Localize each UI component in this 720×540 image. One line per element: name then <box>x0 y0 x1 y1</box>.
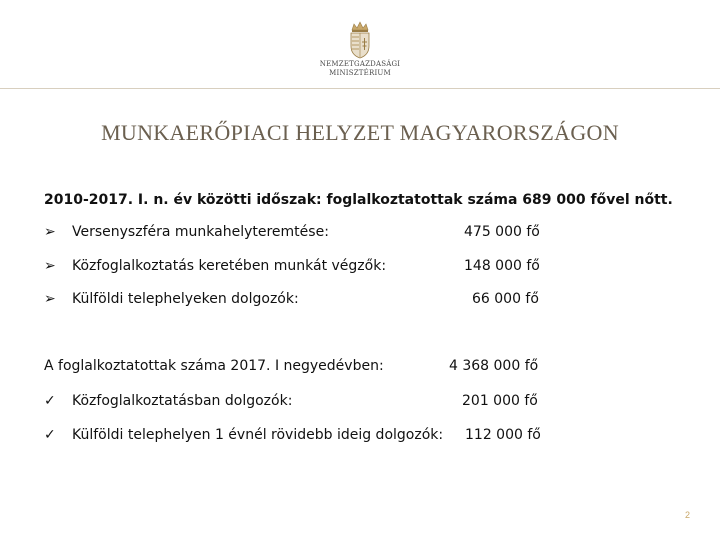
arrow-bullet-icon: ➢ <box>44 258 56 274</box>
header-divider <box>0 88 720 89</box>
employment-total-label: A foglalkoztatottak száma 2017. I negyedévben: <box>44 358 384 374</box>
arrow-item-label: Külföldi telephelyeken dolgozók: <box>72 291 299 307</box>
check-item-label: Külföldi telephelyen 1 évnél rövidebb ideig dolgozók: <box>72 427 444 443</box>
arrow-item-label: Versenyszféra munkahelyteremtése: <box>72 224 329 240</box>
page-number: 2 <box>684 510 690 520</box>
arrow-bullet-icon: ➢ <box>44 291 56 307</box>
summary-text: 2010-2017. I. n. év közötti időszak: foglalkoztatottak száma 689 000 fővel nőtt. <box>44 192 673 208</box>
arrow-item-value: 66 000 fő <box>472 291 539 307</box>
check-bullet-icon: ✓ <box>44 393 56 409</box>
arrow-item-value: 148 000 fő <box>464 258 540 274</box>
page-title: MUNKAERŐPIACI HELYZET MAGYARORSZÁGON <box>101 120 619 145</box>
logo-text-line-2: MINISZTÉRIUM <box>329 69 391 77</box>
check-item-value: 112 000 fő <box>465 427 541 443</box>
check-item-value: 201 000 fő <box>462 393 538 409</box>
logo-text-line-1: NEMZETGAZDASÁGI <box>319 60 401 68</box>
arrow-item-value: 475 000 fő <box>464 224 540 240</box>
employment-total-value: 4 368 000 fő <box>449 358 539 374</box>
check-item-label: Közfoglalkoztatásban dolgozók: <box>72 393 293 409</box>
coat-of-arms-icon <box>346 20 374 60</box>
check-bullet-icon: ✓ <box>44 427 56 443</box>
arrow-item-label: Közfoglalkoztatás keretében munkát végzők: <box>72 258 387 274</box>
arrow-bullet-icon: ➢ <box>44 224 56 240</box>
